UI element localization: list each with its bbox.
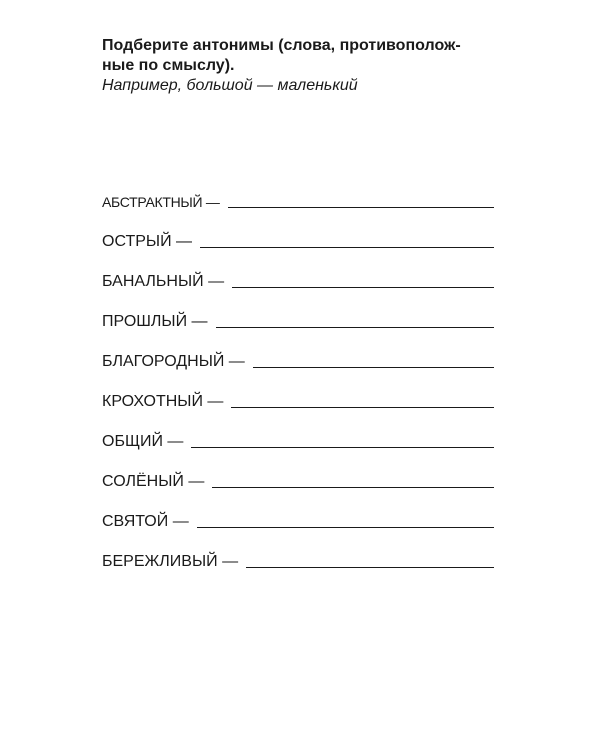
word-label: КРОХОТНЫЙ — [102,393,224,410]
answer-line[interactable] [246,566,494,568]
word-label: ОБЩИЙ — [102,433,184,450]
task-instructions [102,36,502,96]
antonym-row [102,332,494,372]
antonym-list [102,172,494,572]
word-label: СОЛЁНЫЙ — [102,473,205,490]
answer-line[interactable] [228,206,494,208]
word-label: БЕРЕЖЛИВЫЙ — [102,553,239,570]
answer-line[interactable] [253,366,494,368]
answer-line[interactable] [200,246,494,248]
answer-line[interactable] [232,286,494,288]
antonym-row [102,292,494,332]
task-title-line-2: ные по смыслу). [102,57,235,74]
answer-line[interactable] [197,526,494,528]
task-title [102,36,502,76]
antonym-row [102,372,494,412]
task-example: Например, большой — маленький [102,77,358,94]
word-label: СВЯТОЙ — [102,513,189,530]
antonym-row [102,532,494,572]
answer-line[interactable] [191,446,494,448]
word-label: БЛАГОРОДНЫЙ — [102,353,245,370]
answer-line[interactable] [212,486,494,488]
word-label: БАНАЛЬНЫЙ — [102,273,225,290]
antonym-row [102,492,494,532]
antonym-row [102,252,494,292]
answer-line[interactable] [231,406,494,408]
answer-line[interactable] [216,326,494,328]
word-label: АБСТРАКТНЫЙ — [102,194,220,210]
antonym-row [102,172,494,212]
task-title-line-1: Подберите антонимы (слова, противополож- [102,37,461,54]
antonym-row [102,212,494,252]
antonym-row [102,412,494,452]
antonym-row [102,452,494,492]
word-label: ОСТРЫЙ — [102,233,193,250]
word-label: ПРОШЛЫЙ — [102,313,208,330]
